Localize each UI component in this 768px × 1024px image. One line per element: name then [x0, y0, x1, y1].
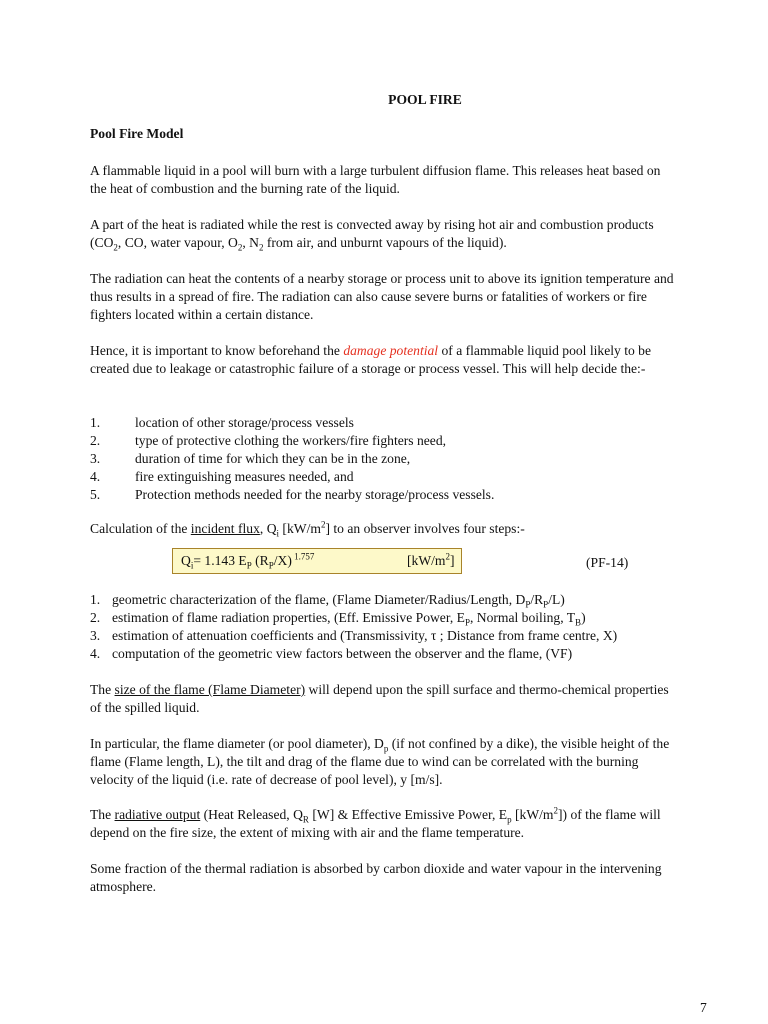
paragraph-flame-size: The size of the flame (Flame Diameter) will depend upon the spill surface and thermo-chemical properties of the spilled liquid.	[90, 682, 669, 715]
paragraph-flame-diameter: In particular, the flame diameter (or pool diameter), $D_p$ (if not confined by a dike), the visible height of the flame (Flame length, L), the tilt and drag of the flame due to wind can be correlated with the burning velocity of the liquid (i.e. rate of decrease of pool level), y [m/s].	[90, 736, 670, 787]
list-item: 1. location of other storage/process vessels	[90, 415, 354, 430]
radiative-output-term: radiative output	[114, 807, 201, 822]
list-item: 3. estimation of attenuation coefficients and (Transmissivity, τ ; Distance from frame centre, X)	[90, 628, 618, 643]
page-title: POOL FIRE	[388, 92, 462, 107]
list-item: 1. geometric characterization of the flame, (Flame Diameter/Radius/Length, $D_P/R_P/L$)	[90, 592, 565, 610]
list-item: 2. estimation of flame radiation properties, (Eff. Emissive Power, $E_P$, Normal boiling, $T_B$)	[90, 610, 586, 628]
formula-box	[172, 548, 462, 574]
list-item: 4. fire extinguishing measures needed, and	[90, 469, 354, 484]
formula-unit: $[kW/m^2]$	[407, 551, 455, 568]
formula-equation: $Q_i= 1.143$ $E_P$ $(R_P/X)$ $^{1.757}$	[181, 551, 315, 571]
paragraph-intro: A flammable liquid in a pool will burn with a large turbulent diffusion flame. This releases heat based on the heat of combustion and the burning rate of the liquid.	[90, 163, 661, 196]
section-heading: Pool Fire Model	[90, 126, 184, 141]
list-item: 4. computation of the geometric view factors between the observer and the flame, (VF)	[90, 646, 573, 661]
paragraph-damage-potential: Hence, it is important to know beforehand the damage potential of a flammable liquid pool likely to be created due to leakage or catastrophic failure of a storage or process vessel. This will help decide the:-	[90, 343, 651, 376]
list-item: 3. duration of time for which they can be in the zone,	[90, 451, 411, 466]
flame-size-term: size of the flame (Flame Diameter)	[114, 682, 306, 697]
equation-reference: (PF-14)	[586, 555, 629, 570]
paragraph-absorption: Some fraction of the thermal radiation is absorbed by carbon dioxide and water vapour in the intervening atmosphere.	[90, 861, 662, 894]
paragraph-radiation-effects: The radiation can heat the contents of a nearby storage or process unit to above its ignition temperature and thus results in a spread of fire. The radiation can also cause severe burns or fatalities of workers or fire fighters located within a certain distance.	[90, 271, 674, 322]
list-item: 2. type of protective clothing the workers/fire fighters need,	[90, 433, 447, 448]
paragraph-radiative-output: The radiative output (Heat Released, $Q_R$ [W] & Effective Emissive Power, $E_p$ $[kW/m^2]$) of the flame will depend on the fire size, the extent of mixing with air and the flame temperature.	[90, 805, 661, 840]
list-item: 5. Protection methods needed for the nearby storage/process vessels.	[90, 487, 495, 502]
steps-list	[90, 591, 617, 663]
paragraph-incident-flux: Calculation of the incident flux, $Q_i$ $[kW/m^2]$ to an observer involves four steps:-	[90, 519, 525, 539]
page-number: 7	[700, 1000, 707, 1015]
paragraph-heat-distribution: A part of the heat is radiated while the rest is convected away by rising hot air and combustion products ($CO_2$, CO, water vapour, $O_2$, $N_2$ from air, and unburnt vapours of the liquid).	[90, 217, 654, 253]
incident-flux-term: incident flux	[190, 521, 260, 536]
damage-potential-highlight: damage potential	[343, 343, 439, 358]
decision-list	[90, 414, 494, 504]
